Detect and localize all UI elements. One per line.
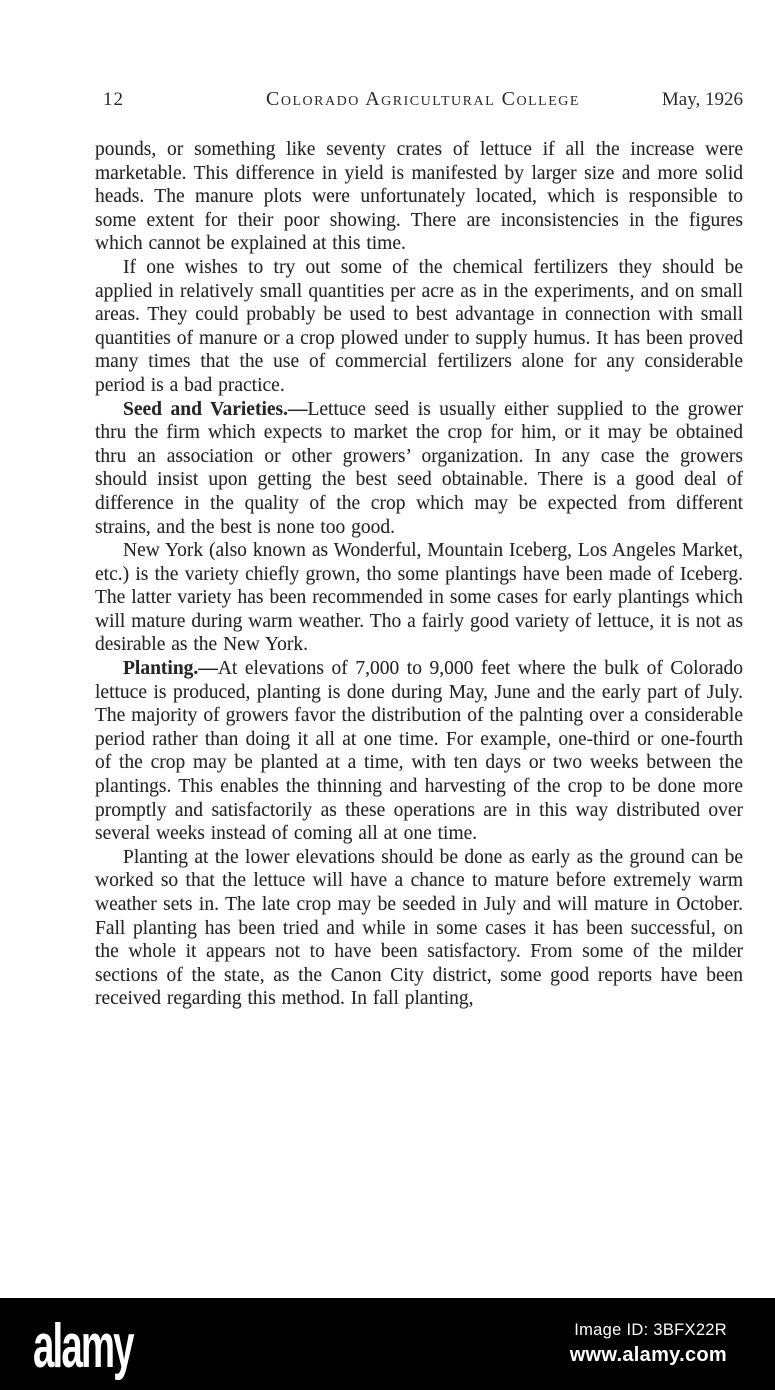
paragraph-text: At elevations of 7,000 to 9,000 feet where the bulk of Colorado lettuce is produced, planting is done during May, June and the early part of July. The majority of growers favor the distribution of the palnting over a considerable period rather than doing it all at one time. For example, one-third or one-fourth of the crop may be planted at a time, with ten days or two weeks between the plantings. This enables the thinning and harvesting of the crop to be done more promptly and satisfactorily as these operations are in this way distributed over several weeks instead of coming all at one time. bbox=[95, 658, 743, 845]
paragraph-text: If one wishes to try out some of the chemical fertilizers they should be applied in relatively small quantities per acre as in the experiments, and on small areas. They could probably be used to best advantage in connection with small quantities of manure or a crop plowed under to supply humus. It has been proved many times that the use of commercial fertilizers alone for any considerable period is a bad practice. bbox=[95, 256, 743, 396]
issue-date: May, 1926 bbox=[661, 89, 743, 110]
paragraph-text: New York (also known as Wonderful, Mountain Iceberg, Los Angeles Market, etc.) is the variety chiefly grown, tho some plantings have been made of Iceberg. The latter variety has been recommended in some cases for early plantings which will mature during warm weather. Tho a fairly good variety of lettuce, it is not as desirable as the New York. bbox=[95, 540, 743, 656]
page-header bbox=[95, 88, 743, 111]
paragraph-planting bbox=[95, 657, 743, 846]
alamy-watermark-bar bbox=[0, 1298, 775, 1390]
paragraph-seed-and-varieties bbox=[95, 398, 743, 540]
paragraph-text: Planting at the lower elevations should be done as early as the ground can be worked so that the lettuce will have a chance to mature before extremely warm weather sets in. The late crop may be seeded in July and will mature in October. Fall planting has been tried and while in some cases it has been successful, on the whole it appears not to have been satisfactory. From some of the milder sections of the state, as the Canon City district, some good reports have been received regarding this method. In fall planting, bbox=[95, 846, 743, 1010]
paragraph-text: Lettuce seed is usually either supplied to the grower thru the firm which expects to market the crop for him, or it may be obtained thru an association or other growers’ organization. In any case the growers should insist upon getting the best seed obtainable. There is a good deal of difference in the quality of the crop which may be expected from different strains, and the best is none too good. bbox=[95, 398, 743, 538]
paragraph-continued bbox=[95, 138, 743, 256]
alamy-logo: alamy bbox=[33, 1312, 133, 1381]
alamy-url: www.alamy.com bbox=[569, 1344, 727, 1366]
paragraph-text: pounds, or something like seventy crates of lettuce if all the increase were marketable. This difference in yield is manifested by larger size and more solid heads. The manure plots were unfortunately located, which is responsible to some extent for their poor showing. There are inconsistencies in the figures which cannot be explained at this time. bbox=[95, 139, 743, 255]
section-lead-seed-and-varieties: Seed and Varieties.— bbox=[123, 398, 308, 420]
section-lead-planting: Planting.— bbox=[123, 658, 218, 680]
watermark-info bbox=[570, 1321, 727, 1367]
journal-title: Colorado Agricultural College bbox=[266, 88, 580, 110]
paragraph bbox=[95, 846, 743, 1011]
article-body bbox=[95, 138, 743, 1011]
page-number: 12 bbox=[103, 89, 124, 110]
image-id-label: Image ID: 3BFX22R bbox=[574, 1321, 727, 1339]
page-content bbox=[95, 88, 743, 1011]
paragraph bbox=[95, 256, 743, 398]
paragraph bbox=[95, 539, 743, 657]
